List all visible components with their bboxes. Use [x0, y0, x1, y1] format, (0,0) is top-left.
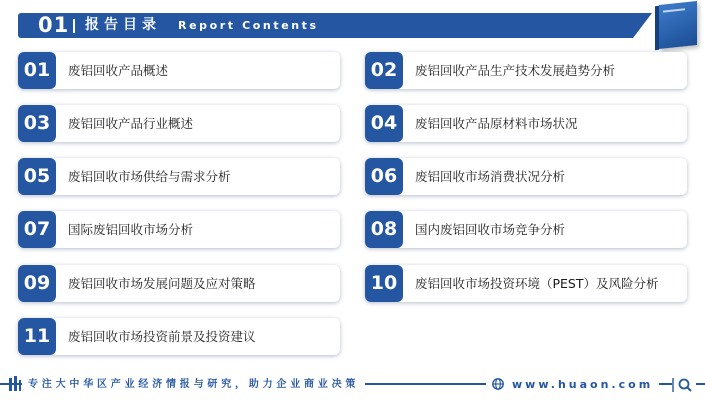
toc-label: 废铝回收市场发展问题及应对策略: [68, 276, 256, 291]
toc-label: 废铝回收市场消费状况分析: [415, 169, 566, 184]
toc-item-05[interactable]: [18, 158, 340, 195]
search-button[interactable]: [672, 376, 696, 394]
toc-item-11[interactable]: [18, 318, 340, 355]
toc-item-02[interactable]: [365, 52, 687, 89]
toc-number: 06: [365, 158, 403, 195]
toc-label: 废铝回收市场投资环境（PEST）及风险分析: [415, 276, 659, 291]
toc-label: 废铝回收产品原材料市场状况: [415, 116, 578, 131]
toc-label: 废铝回收市场投资前景及投资建议: [68, 329, 256, 344]
website-text[interactable]: www.huaon.com: [512, 378, 654, 391]
page-title: 报告目录: [85, 17, 161, 33]
toc-item-01[interactable]: [18, 52, 340, 89]
toc-item-06[interactable]: [365, 158, 687, 195]
toc-label: 国际废铝回收市场分析: [68, 222, 194, 237]
toc-number: 08: [365, 211, 403, 248]
toc-number: 01: [18, 52, 56, 89]
page-subtitle: Report Contents: [178, 19, 319, 32]
globe-icon: [492, 378, 504, 390]
report-cover-icon: [659, 1, 697, 49]
toc-number: 10: [365, 265, 403, 302]
toc-number: 07: [18, 211, 56, 248]
toc-item-09[interactable]: [18, 265, 340, 302]
toc-number: 03: [18, 105, 56, 142]
logo-icon: [8, 376, 22, 392]
toc-item-08[interactable]: [365, 211, 687, 248]
toc-label: 废铝回收产品行业概述: [68, 116, 194, 131]
toc-number: 02: [365, 52, 403, 89]
toc-label: 废铝回收产品概述: [68, 63, 169, 78]
header-divider: [73, 19, 75, 33]
toc-item-03[interactable]: [18, 105, 340, 142]
toc-number: 11: [18, 318, 56, 355]
toc-number: 09: [18, 265, 56, 302]
toc-item-07[interactable]: [18, 211, 340, 248]
toc-label: 国内废铝回收市场竞争分析: [415, 222, 566, 237]
toc-number: 04: [365, 105, 403, 142]
toc-item-04[interactable]: [365, 105, 687, 142]
footer-website[interactable]: [486, 376, 659, 394]
footer-slogan: 专注大中华区产业经济情报与研究，助力企业商业决策: [22, 376, 365, 394]
toc-number: 05: [18, 158, 56, 195]
toc-label: 废铝回收产品生产技术发展趋势分析: [415, 63, 616, 78]
toc-item-10[interactable]: [365, 265, 687, 302]
search-icon: [672, 376, 696, 394]
header-number: 01: [38, 13, 70, 37]
toc-label: 废铝回收市场供给与需求分析: [68, 169, 231, 184]
